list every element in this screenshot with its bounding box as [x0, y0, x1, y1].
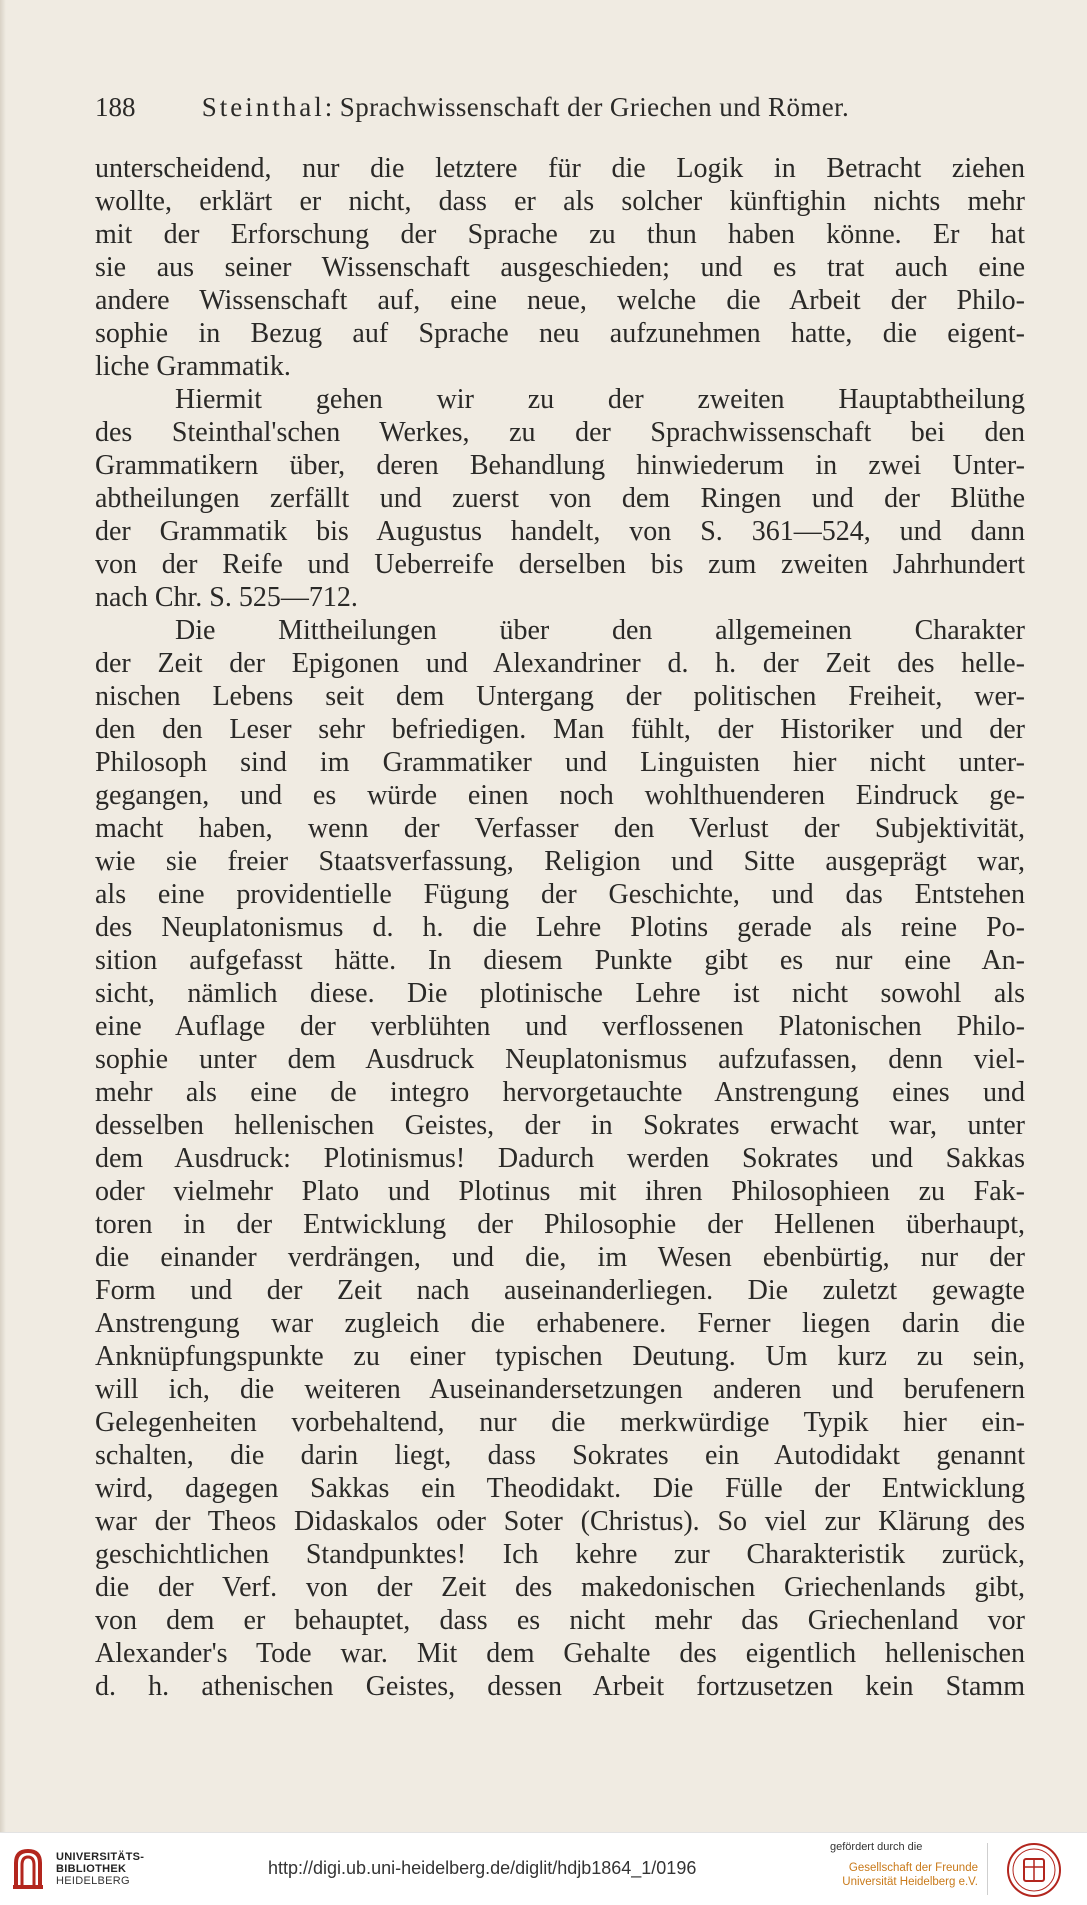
text-line: Form und der Zeit nach auseinanderliegen. Die zuletzt gewagte	[95, 1275, 1025, 1306]
text-line: die der Verf. von der Zeit des makedonischen Griechenlands gibt,	[95, 1572, 1025, 1603]
text-line: abtheilungen zerfällt und zuerst von dem Ringen und der Blüthe	[95, 483, 1025, 514]
text-line: von dem er behauptet, dass es nicht mehr das Griechenland vor	[95, 1605, 1025, 1636]
running-head-author: Steinthal	[201, 92, 325, 122]
text-line: des Neuplatonismus d. h. die Lehre Plotins gerade als reine Po-	[95, 912, 1025, 943]
text-line: den den Leser sehr befriedigen. Man fühlt, der Historiker und der	[95, 714, 1025, 745]
university-library-logo-icon	[10, 1845, 46, 1893]
text-line: Anstrengung war zugleich die erhabenere. Ferner liegen darin die	[95, 1308, 1025, 1339]
text-line: geschichtlichen Standpunktes! Ich kehre zur Charakteristik zurück,	[95, 1539, 1025, 1570]
running-head-title: : Sprachwissenschaft der Griechen und Römer.	[324, 92, 850, 122]
text-line: Philosoph sind im Grammatiker und Linguisten hier nicht unter-	[95, 747, 1025, 778]
library-name-line1: UNIVERSITÄTS-	[56, 1851, 145, 1863]
text-line: eine Auflage der verblühten und verflossenen Platonischen Philo-	[95, 1011, 1025, 1042]
text-line: Grammatikern über, deren Behandlung hinwiederum in zwei Unter-	[95, 450, 1025, 481]
text-line: desselben hellenischen Geistes, der in Sokrates erwacht war, unter	[95, 1110, 1025, 1141]
text-line: will ich, die weiteren Auseinandersetzungen anderen und berufenern	[95, 1374, 1025, 1405]
text-line: mit der Erforschung der Sprache zu thun haben könne. Er hat	[95, 219, 1025, 250]
text-line: macht haben, wenn der Verfasser den Verlust der Subjektivität,	[95, 813, 1025, 844]
society-link[interactable]	[820, 1861, 978, 1889]
text-line: gegangen, und es würde einen noch wohlthuenderen Eindruck ge-	[95, 780, 1025, 811]
funded-by-label: gefördert durch die	[830, 1841, 923, 1853]
text-line: von der Reife und Ueberreife derselben bis zum zweiten Jahrhundert	[95, 549, 1025, 580]
page-number: 188	[95, 92, 136, 122]
text-line: sition aufgefasst hätte. In diesem Punkte gibt es nur eine An-	[95, 945, 1025, 976]
library-name-line2: BIBLIOTHEK	[56, 1863, 127, 1875]
text-line: Gelegenheiten vorbehaltend, nur die merkwürdige Typik hier ein-	[95, 1407, 1025, 1438]
body-text	[95, 152, 1025, 1703]
paper-edge	[0, 0, 6, 1832]
text-line: d. h. athenischen Geistes, dessen Arbeit fortzusetzen kein Stamm	[95, 1671, 1025, 1702]
footer-divider	[987, 1843, 988, 1895]
text-line: des Steinthal'schen Werkes, zu der Sprachwissenschaft bei den	[95, 417, 1025, 448]
text-line: der Grammatik bis Augustus handelt, von S. 361—524, und dann	[95, 516, 1025, 547]
running-head	[95, 92, 995, 123]
text-line: als eine providentielle Fügung der Geschichte, und das Entstehen	[95, 879, 1025, 910]
text-line: dem Ausdruck: Plotinismus! Dadurch werden Sokrates und Sakkas	[95, 1143, 1025, 1174]
text-line: Hiermit gehen wir zu der zweiten Hauptabtheilung	[175, 384, 1025, 415]
text-line: war der Theos Didaskalos oder Soter (Christus). So viel zur Klärung des	[95, 1506, 1025, 1537]
text-line: Anknüpfungspunkte zu einer typischen Deutung. Um kurz zu sein,	[95, 1341, 1025, 1372]
text-line: wird, dagegen Sakkas ein Theodidakt. Die Fülle der Entwicklung	[95, 1473, 1025, 1504]
text-line: nischen Lebens seit dem Untergang der politischen Freiheit, wer-	[95, 681, 1025, 712]
text-line: mehr als eine de integro hervorgetauchte Anstrengung eines und	[95, 1077, 1025, 1108]
text-line: wollte, erklärt er nicht, dass er als solcher künftighin nichts mehr	[95, 186, 1025, 217]
text-line: wie sie freier Staatsverfassung, Religion und Sitte ausgeprägt war,	[95, 846, 1025, 877]
society-line2: Universität Heidelberg e.V.	[842, 1876, 978, 1888]
text-line: nach Chr. S. 525—712.	[95, 582, 358, 613]
text-line: sie aus seiner Wissenschaft ausgeschieden; und es trat auch eine	[95, 252, 1025, 283]
text-line: oder vielmehr Plato und Plotinus mit ihren Philosophieen zu Fak-	[95, 1176, 1025, 1207]
text-line: liche Grammatik.	[95, 351, 291, 382]
text-line: die einander verdrängen, und die, im Wesen ebenbürtig, nur der	[95, 1242, 1025, 1273]
university-seal-icon	[1002, 1841, 1066, 1899]
permalink-url[interactable]: http://digi.ub.uni-heidelberg.de/diglit/hdjb1864_1/0196	[268, 1858, 697, 1878]
library-name-line3: HEIDELBERG	[56, 1875, 130, 1887]
society-line1: Gesellschaft der Freunde	[848, 1862, 978, 1874]
text-line: Alexander's Tode war. Mit dem Gehalte des eigentlich hellenischen	[95, 1638, 1025, 1669]
viewer-footer	[0, 1832, 1087, 1905]
text-line: sophie in Bezug auf Sprache neu aufzunehmen hatte, die eigent-	[95, 318, 1025, 349]
text-line: sicht, nämlich diese. Die plotinische Lehre ist nicht sowohl als	[95, 978, 1025, 1009]
text-line: andere Wissenschaft auf, eine neue, welche die Arbeit der Philo-	[95, 285, 1025, 316]
text-line: sophie unter dem Ausdruck Neuplatonismus aufzufassen, denn viel-	[95, 1044, 1025, 1075]
library-name	[56, 1851, 144, 1887]
text-line: Die Mittheilungen über den allgemeinen Charakter	[175, 615, 1025, 646]
text-line: schalten, die darin liegt, dass Sokrates ein Autodidakt genannt	[95, 1440, 1025, 1471]
text-line: toren in der Entwicklung der Philosophie der Hellenen überhaupt,	[95, 1209, 1025, 1240]
text-line: unterscheidend, nur die letztere für die Logik in Betracht ziehen	[95, 153, 1025, 184]
text-line: der Zeit der Epigonen und Alexandriner d. h. der Zeit des helle-	[95, 648, 1025, 679]
